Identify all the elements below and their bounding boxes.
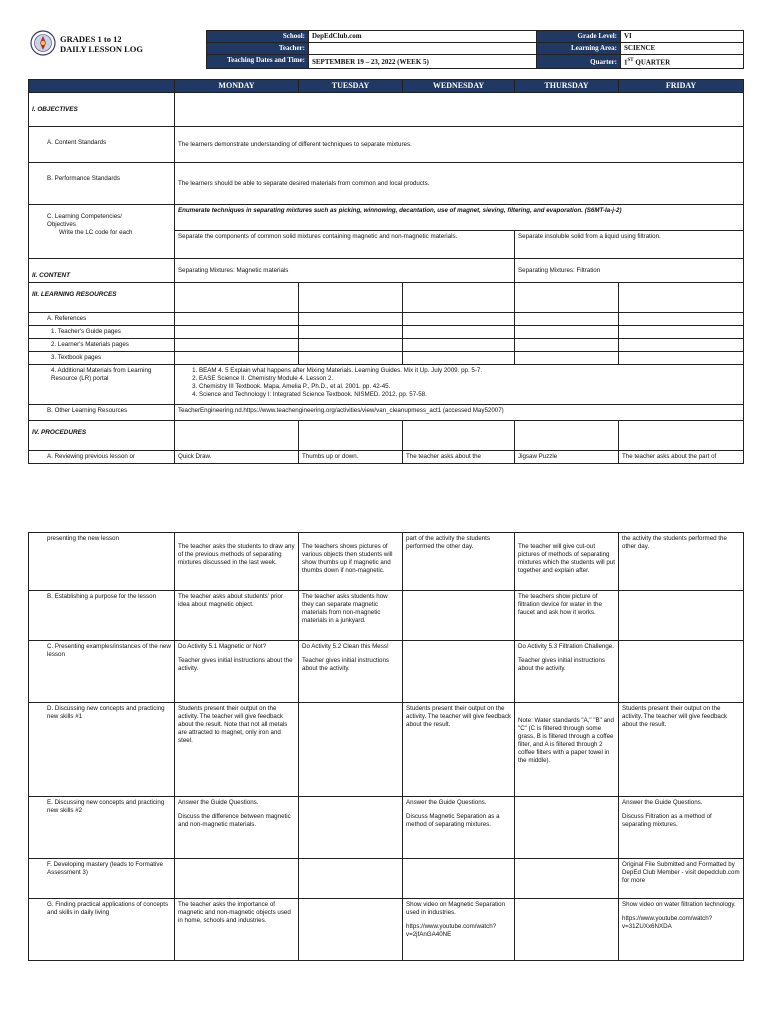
content-filtration: Separating Mixtures: Filtration [515, 259, 744, 283]
day-tuesday: TUESDAY [299, 80, 403, 93]
competency-main-text: Enumerate techniques in separating mixtures such as picking, winnowing, decantation, use of magnet, sieving, filtering, and evaporation. (S6MT-Ia-j-2) [175, 205, 744, 231]
resources-cell-wed [403, 283, 515, 313]
deped-seal-icon [30, 30, 56, 56]
school-value: DepEdClub.com [309, 31, 537, 43]
new-concepts-1-label: D. Discussing new concepts and practicing new skills #1 [29, 703, 175, 797]
grade-level-value: VI [621, 31, 744, 43]
concepts2-fri-questions: Answer the Guide Questions. [622, 799, 703, 806]
textbook-pages-label: 3. Textbook pages [29, 352, 175, 365]
examples-thu-note: Teacher gives initial instructions about the activity. [518, 657, 606, 672]
header-table [206, 30, 744, 69]
learners-materials-label: 2. Learner's Materials pages [29, 339, 175, 352]
applications-thu [515, 899, 619, 961]
additional-material-item: 2. EASE Science II. Chemistry Module 4. Lesson 2. [199, 375, 740, 383]
concepts1-mon: Students present their output on the activity. The teacher will give feedback about the result. Note that not all metals are attracted to magnet, only iron and steel. [175, 703, 299, 797]
resources-cell-thu [515, 283, 619, 313]
objectives-heading: I. OBJECTIVES [29, 93, 175, 127]
corner-cell [29, 80, 175, 93]
examples-mon-note: Teacher gives initial instructions about the activity. [178, 657, 293, 672]
competency-magnetic: Separate the components of common solid mixtures containing magnetic and non-magnetic materials. [175, 231, 515, 259]
applications-wed [403, 899, 515, 961]
content-heading: II. CONTENT [29, 259, 175, 283]
lesson-table-page-2 [28, 532, 744, 961]
examples-mon [175, 641, 299, 703]
references-label: A. References [29, 313, 175, 326]
practical-applications-label: G. Finding practical applications of concepts and skills in daily living [29, 899, 175, 961]
reviewing-lesson-label: A. Reviewing previous lesson or [29, 451, 175, 464]
concepts2-mon-discuss: Discuss the difference between magnetic and non-magnetic materials. [178, 813, 291, 828]
day-friday: FRIDAY [619, 80, 744, 93]
lc-code-note: Write the LC code for each [59, 229, 133, 236]
examples-tue [299, 641, 403, 703]
reviewing-thu-top: Jigsaw Puzzle [515, 451, 619, 464]
purpose-tue: The teacher asks students how they can separate magnetic materials from non-magnetic materials in a junkyard. [299, 591, 403, 641]
performance-standards-label: B. Performance Standards [29, 163, 175, 205]
concepts2-mon-questions: Answer the Guide Questions. [178, 799, 259, 806]
concepts2-mon [175, 797, 299, 859]
school-label: School: [207, 31, 309, 43]
header-block [28, 28, 743, 76]
additional-materials-list [183, 367, 740, 399]
content-magnetic: Separating Mixtures: Magnetic materials [175, 259, 515, 283]
resources-cell-tue [299, 283, 403, 313]
concepts2-wed [403, 797, 515, 859]
day-monday: MONDAY [175, 80, 299, 93]
reviewing-thu: The teacher will give cut-out pictures of methods of separating mixtures which the students will put together and explain after. [515, 533, 619, 591]
examples-tue-note: Teacher gives initial instructions about the activity. [302, 657, 390, 672]
concepts1-tue [299, 703, 403, 797]
day-thursday: THURSDAY [515, 80, 619, 93]
concepts2-fri-discuss: Discuss Filtration as a method of separating mixtures. [622, 813, 712, 828]
reviewing-wed: part of the activity the students performed the other day. [403, 533, 515, 591]
purpose-thu: The teachers show picture of filtration device for water in the faucet and ask how it works. [515, 591, 619, 641]
quarter-word: QUARTER [633, 58, 671, 67]
purpose-fri [619, 591, 744, 641]
reviewing-tue: The teachers shows pictures of various objects then students will show thumbs up if magnetic and thumbs down if non-magnetic. [299, 533, 403, 591]
reviewing-mon: The teacher asks the students to draw any of the previous methods of separating mixtures discussed in the last week. [175, 533, 299, 591]
reviewing-fri-top: The teacher asks about the part of [619, 451, 744, 464]
concepts1-thu: Note: Water standards "A," "B" and "C" (C is filtered through some grass, B is filtered through a coffee filter, and A is filtered through 2 coffee filters with a paper towel in the middle). [515, 703, 619, 797]
applications-fri-video: Show video on water filtration technology. [622, 901, 736, 908]
purpose-mon: The teacher asks about students' prior idea about magnetic object. [175, 591, 299, 641]
concepts2-wed-discuss: Discuss Magnetic Separation as a method of separating mixtures. [406, 813, 500, 828]
reviewing-tue-top: Thumbs up or down. [299, 451, 403, 464]
applications-wed-link[interactable]: https://www.youtube.com/watch?v=2jfAnGA40NE [406, 923, 497, 938]
content-standards-text: The learners demonstrate understanding of different techniques to separate mixtures. [175, 127, 744, 163]
other-resources-label: B. Other Learning Resources [29, 405, 175, 421]
presenting-examples-label: C. Presenting examples/instances of the new lesson [29, 641, 175, 703]
applications-fri [619, 899, 744, 961]
other-resources-text: TeacherEngineering.nd.https://www.teachengineering.org/activities/view/van_cleanupmess_act1 (accessed May52007) [175, 405, 744, 421]
day-wednesday: WEDNESDAY [403, 80, 515, 93]
performance-standards-text: The learners should be able to separate desired materials from common and local products. [175, 163, 744, 205]
examples-tue-activity: Do Activity 5.2 Clean this Mess! [302, 643, 389, 650]
applications-mon: The teacher asks the importance of magnetic and non-magnetic objects used in home, schools and industries. [175, 899, 299, 961]
examples-fri [619, 641, 744, 703]
teacher-label: Teacher: [207, 43, 309, 55]
reviewing-wed-top: The teacher asks about the [403, 451, 515, 464]
learning-area-value: SCIENCE [621, 43, 744, 55]
concepts2-wed-questions: Answer the Guide Questions. [406, 799, 487, 806]
additional-material-item: 3. Chemistry III Textbook. Mapa, Amelia P., Ph.D., et al. 2001. pp. 42-45. [199, 383, 740, 391]
log-title [60, 34, 143, 54]
developing-mastery-label: F. Developing mastery (leads to Formative Assessment 3) [29, 859, 175, 899]
content-standards-label: A. Content Standards [29, 127, 175, 163]
page-1 [28, 28, 743, 464]
examples-wed [403, 641, 515, 703]
examples-thu [515, 641, 619, 703]
additional-materials-label: 4. Additional Materials from Learning Resource (LR) portal [29, 365, 175, 405]
learning-area-label: Learning Area: [537, 43, 621, 55]
teacher-value [309, 43, 537, 55]
additional-material-item: 4. Science and Technology I: Integrated Science Textbook. NISMED. 2012. pp. 57-58. [199, 391, 740, 399]
resources-cell-fri [619, 283, 744, 313]
additional-material-item: 1. BEAM 4. 5 Explain what happens after Mixing Materials. Learning Guides. Mix it Up. July 2009. pp. 5-7. [199, 367, 740, 375]
concepts2-tue [299, 797, 403, 859]
applications-fri-link[interactable]: https://www.youtube.com/watch?v=31ZUXx6NXDA [622, 915, 713, 930]
competency-filtration: Separate insoluble solid from a liquid using filtration. [515, 231, 744, 259]
applications-tue [299, 899, 403, 961]
new-concepts-2-label: E. Discussing new concepts and practicing new skills #2 [29, 797, 175, 859]
procedures-heading: IV. PROCEDURES [29, 421, 175, 451]
lesson-table-page-1 [28, 79, 744, 464]
establishing-purpose-label: B. Establishing a purpose for the lesson [29, 591, 175, 641]
mastery-fri: Original File Submitted and Formatted by DepEd Club Member - visit depedclub.com for more [619, 859, 744, 899]
quarter-suffix: ST [627, 58, 634, 63]
quarter-label: Quarter: [537, 55, 621, 69]
resources-cell-mon [175, 283, 299, 313]
learning-resources-heading: III. LEARNING RESOURCES [29, 283, 175, 313]
reviewing-mon-top: Quick Draw. [175, 451, 299, 464]
objectives-blank [175, 93, 744, 127]
purpose-wed [403, 591, 515, 641]
title-line-1: GRADES 1 to 12 [60, 34, 122, 44]
title-line-2: DAILY LESSON LOG [60, 44, 143, 54]
concepts2-fri [619, 797, 744, 859]
grade-level-label: Grade Level: [537, 31, 621, 43]
applications-wed-video: Show video on Magnetic Separation used in industries. [406, 901, 506, 916]
header-table-wrap [206, 30, 743, 69]
reviewing-fri: the activity the students performed the other day. [619, 533, 744, 591]
concepts1-wed: Students present their output on the activity. The teacher will give feedback about the result. [403, 703, 515, 797]
page-2 [28, 532, 743, 961]
learning-competencies-label [29, 205, 175, 259]
concepts1-fri: Students present their output on the activity. The teacher will give feedback about the result. [619, 703, 744, 797]
concepts2-thu [515, 797, 619, 859]
quarter-number: 1 [624, 58, 628, 67]
teachers-guide-label: 1. Teacher's Guide pages [29, 326, 175, 339]
examples-thu-activity: Do Activity 5.3 Filtration Challenge. [518, 643, 614, 650]
reviewing-lesson-label-cont: presenting the new lesson [29, 533, 175, 591]
teaching-dates-value: SEPTEMBER 19 – 23, 2022 (WEEK 5) [309, 55, 537, 69]
additional-materials-list-cell [175, 365, 744, 405]
examples-mon-activity: Do Activity 5.1 Magnetic or Not? [178, 643, 267, 650]
teaching-dates-label: Teaching Dates and Time: [207, 55, 309, 69]
quarter-value [621, 55, 744, 69]
learning-competencies-title: C. Learning Competencies/ Objectives [47, 213, 122, 228]
